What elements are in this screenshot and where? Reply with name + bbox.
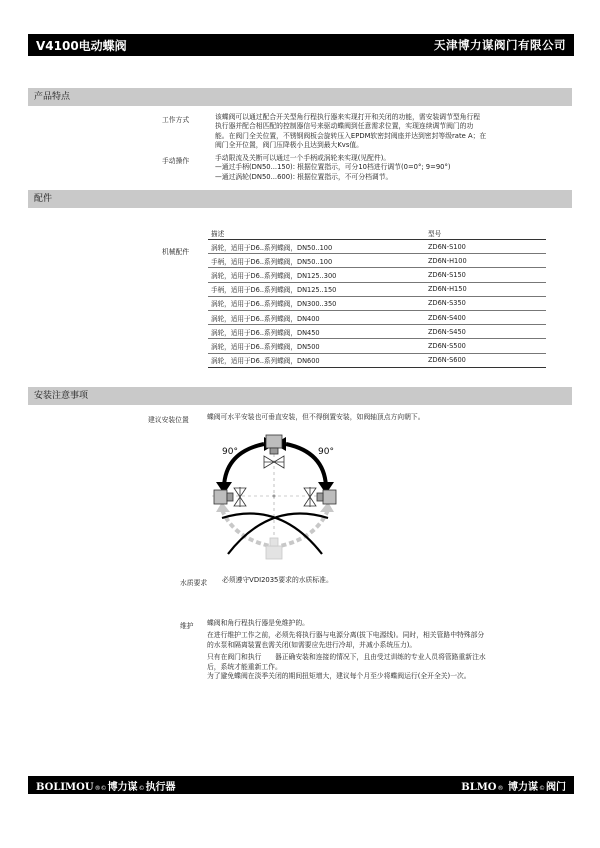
accessories-table — [208, 226, 546, 368]
cell-model: ZD6N-S150 — [425, 268, 546, 282]
manual-line: 手动限流及关断可以通过一个手柄或涡轮来实现(见配件)。 — [215, 154, 391, 162]
maintenance-label: 维护 — [180, 622, 194, 630]
valve-right — [304, 487, 336, 507]
valve-left — [214, 487, 246, 507]
table-row — [208, 254, 546, 268]
maintenance-line: 的水泵和隔离装置也需关闭(如需要应先进行冷却，并减小系统压力)。 — [207, 640, 417, 649]
valve-top — [264, 435, 284, 468]
maintenance-text — [207, 619, 486, 681]
angle-label-right: 90° — [318, 447, 334, 457]
operation-line: 该蝶阀可以通过配合开关型角行程执行器来实现打开和关闭的功能，需安装调节型角行程 — [215, 113, 481, 121]
footer-right-cn: 博力谋 — [508, 781, 538, 793]
section-features-heading: 产品特点 — [28, 88, 572, 106]
manual-line: —通过涡轮(DN50...600): 根据位置指示，不可分档调节。 — [215, 172, 393, 181]
manual-label: 手动操作 — [162, 157, 190, 165]
table-header-row — [208, 226, 546, 240]
table-row — [208, 310, 546, 324]
footer-right-mark2: © — [539, 784, 545, 792]
maintenance-line: 蝶阀和角行程执行器是免维护的。 — [207, 619, 309, 627]
cell-description: 涡轮，适用于D6..系列蝶阀，DN450 — [208, 325, 425, 339]
maintenance-line: 在进行维护工作之前，必须先将执行器与电源分离(拔下电源线)。同时，相关管路中特殊部分 — [207, 631, 485, 640]
cell-description: 涡轮，适用于D6..系列蝶阀，DN125..300 — [208, 268, 425, 282]
footer-left-brand — [36, 778, 176, 793]
cell-description: 手柄，适用于D6..系列蝶阀，DN50..100 — [208, 254, 425, 268]
water-quality-text: 必须遵守VDI2035要求的水质标准。 — [222, 576, 333, 584]
cell-model: ZD6N-H100 — [425, 254, 546, 268]
operation-line: 执行器并配合相匹配的控制器信号来驱动蝶阀到任意需求位置，实现连续调节阀门的功 — [215, 122, 474, 131]
maintenance-line: 为了避免蝶阀在淡季关闭的期间扭矩增大，建议每个月至少将蝶阀运行(全开全关)一次。 — [207, 672, 471, 681]
cell-model: ZD6N-S500 — [425, 339, 546, 353]
cell-description: 涡轮，适用于D6..系列蝶阀，DN50..100 — [208, 240, 425, 254]
operation-text — [215, 113, 486, 151]
cell-model: ZD6N-H150 — [425, 282, 546, 296]
footer-right-brand — [461, 778, 566, 793]
operation-line: 阀门全开位置，阀门压降极小且达到最大Kvs值。 — [215, 141, 363, 150]
footer-right-brand-name: BLMO — [461, 781, 497, 793]
cell-description: 手柄，适用于D6..系列蝶阀，DN125..150 — [208, 282, 425, 296]
maintenance-line: 只有在阀门和执行 器正确安装和连接的情况下，且由受过训练的专业人员将管路重新注水 — [207, 653, 486, 662]
footer-right-mark: ® — [497, 784, 504, 792]
header-bar — [28, 34, 574, 56]
cell-model: ZD6N-S100 — [425, 240, 546, 254]
operation-line: 能。在阀门全关位置，不锈钢阀板会旋转压入EPDM软密封阀座并达到密封等级rate A；在 — [215, 131, 487, 140]
footer-left-suffix: 执行器 — [145, 781, 176, 793]
manual-line: —通过手柄(DN50...150): 根据位置指示，可分10档进行调节(0=0°; 9=90°) — [215, 163, 451, 172]
cell-description: 涡轮，适用于D6..系列蝶阀，DN300..350 — [208, 296, 425, 310]
install-position-text: 蝶阀可水平安装也可垂直安装，但不得倒置安装，如阀轴顶点方向朝下。 — [207, 413, 425, 421]
section-installation-heading: 安装注意事项 — [28, 387, 572, 405]
footer-left-brand-name: BOLIMOU — [36, 781, 94, 793]
column-header-description: 描述 — [208, 226, 425, 240]
maintenance-line: 后，系统才能重新工作。 — [207, 662, 282, 671]
cell-model: ZD6N-S400 — [425, 310, 546, 324]
cell-model: ZD6N-S350 — [425, 296, 546, 310]
table-row — [208, 325, 546, 339]
table-row — [208, 296, 546, 310]
table-row — [208, 268, 546, 282]
cell-description: 涡轮，适用于D6..系列蝶阀，DN600 — [208, 353, 425, 367]
table-row — [208, 282, 546, 296]
column-header-model: 型号 — [425, 226, 546, 240]
angle-label-left: 90° — [222, 447, 238, 457]
manual-text — [215, 154, 451, 182]
table-row — [208, 353, 546, 367]
cell-model: ZD6N-S600 — [425, 353, 546, 367]
cell-description: 涡轮，适用于D6..系列蝶阀，DN500 — [208, 339, 425, 353]
table-row — [208, 240, 546, 254]
footer-left-mark2: © — [138, 784, 145, 792]
water-quality-label: 水质要求 — [180, 579, 208, 587]
accessories-label: 机械配件 — [162, 248, 190, 256]
table-row — [208, 339, 546, 353]
document-title: V4100电动蝶阀 — [36, 38, 127, 53]
cell-description: 涡轮，适用于D6..系列蝶阀，DN400 — [208, 310, 425, 324]
install-position-label: 建议安装位置 — [148, 416, 189, 424]
footer-left-marks: ®© — [94, 784, 107, 792]
section-accessories-heading: 配件 — [28, 190, 572, 208]
installation-orientation-diagram — [200, 428, 350, 563]
operation-label: 工作方式 — [162, 116, 190, 124]
company-name: 天津博力谋阀门有限公司 — [434, 38, 566, 52]
center-point — [273, 495, 276, 498]
footer-left-cn: 博力谋 — [107, 781, 138, 793]
footer-right-suffix: 阀门 — [546, 781, 566, 793]
footer-bar — [28, 776, 574, 794]
forbidden-valve-bottom — [266, 538, 282, 559]
cell-model: ZD6N-S450 — [425, 325, 546, 339]
